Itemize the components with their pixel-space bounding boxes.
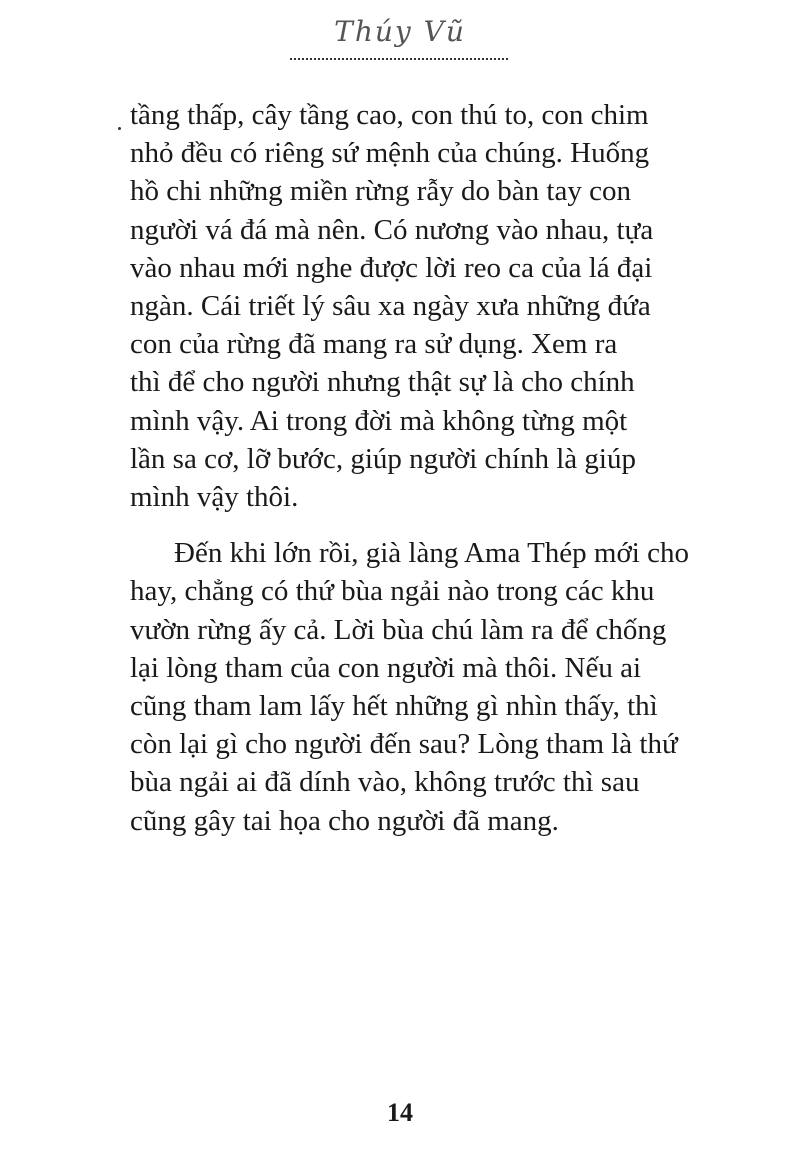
paragraph-1 (130, 96, 670, 516)
paragraph-2 (130, 534, 689, 840)
text-line: thì để cho người nhưng thật sự là cho chính (130, 366, 635, 399)
text-line: người vá đá mà nên. Có nương vào nhau, tựa (130, 213, 654, 246)
text-line: hay, chẳng có thứ bùa ngải nào trong các khu (130, 575, 655, 608)
text-line: con của rừng đã mang ra sử dụng. Xem ra (130, 328, 618, 361)
text-line: lần sa cơ, lỡ bước, giúp người chính là giúp (130, 442, 636, 475)
page-body (130, 96, 689, 840)
text-line: tầng thấp, cây tầng cao, con thú to, con chim (130, 99, 649, 131)
text-line: cũng tham lam lấy hết những gì nhìn thấy, thì (130, 690, 658, 723)
text-line: vào nhau mới nghe được lời reo ca của lá đại (130, 251, 653, 284)
text-line: Đến khi lớn rồi, già làng Ama Thép mới cho (174, 537, 689, 570)
text-line: vườn rừng ấy cả. Lời bùa chú làm ra để chống (130, 613, 667, 646)
text-line: lại lòng tham của con người mà thôi. Nếu ai (130, 651, 642, 684)
text-line: còn lại gì cho người đến sau? Lòng tham là thứ (130, 728, 678, 761)
text-line: hồ chi những miền rừng rẫy do bàn tay con (130, 175, 631, 208)
page-number: 14 (387, 1098, 413, 1127)
print-speck (118, 127, 121, 130)
text-line: ngàn. Cái triết lý sâu xa ngày xưa những đứa (130, 290, 651, 323)
header-dotted-rule (290, 58, 508, 60)
text-line: bùa ngải ai đã dính vào, không trước thì sau (130, 766, 640, 799)
text-line: cũng gây tai họa cho người đã mang. (130, 804, 559, 837)
text-line: mình vậy thôi. (130, 481, 299, 514)
running-header-title: Thúy Vũ (334, 15, 466, 48)
text-line: nhỏ đều có riêng sứ mệnh của chúng. Huống (130, 137, 650, 170)
text-line: mình vậy. Ai trong đời mà không từng một (130, 404, 628, 437)
